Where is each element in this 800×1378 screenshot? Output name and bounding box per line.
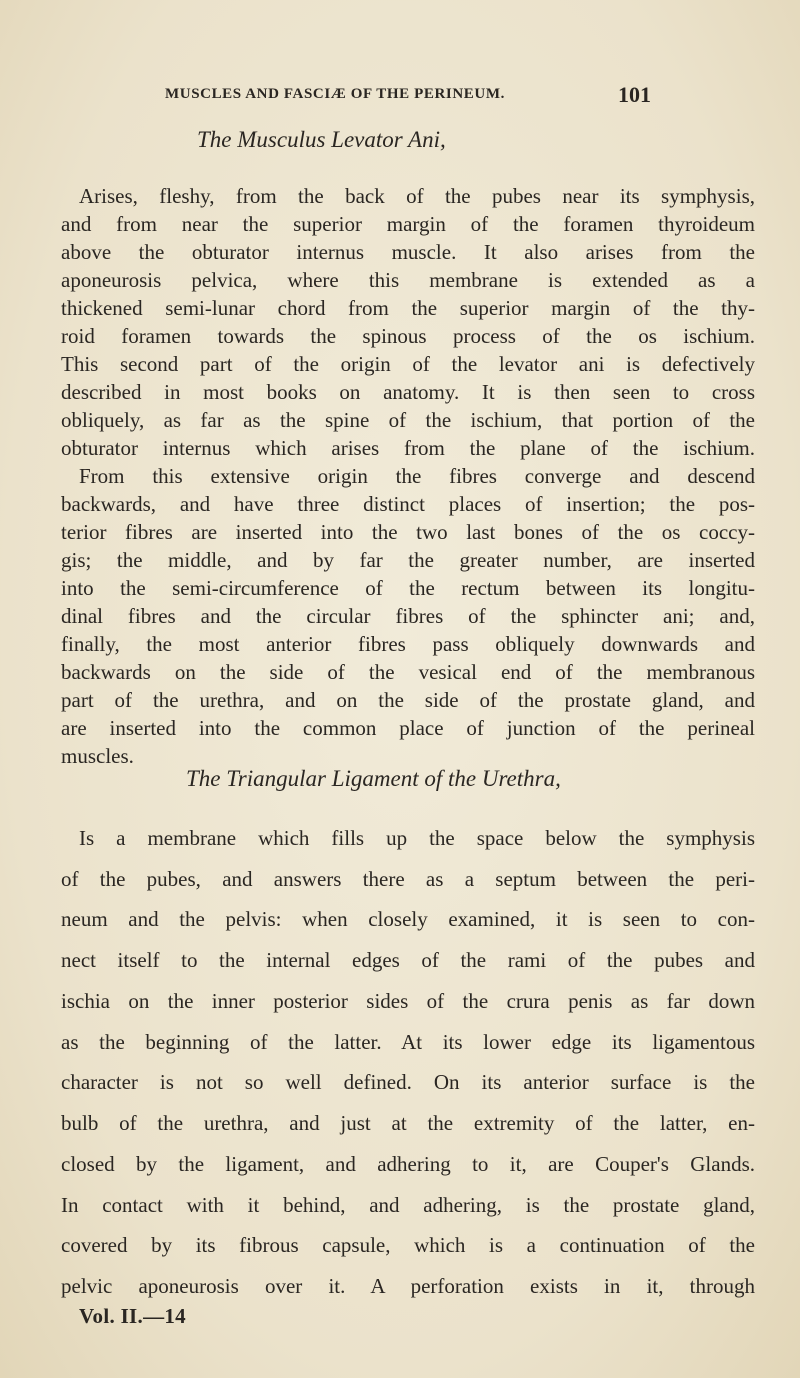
- paragraph-line: This second part of the origin of the levator ani is defectively: [61, 352, 755, 376]
- signature-mark: Vol. II.—14: [79, 1304, 186, 1328]
- paragraph-line: of the pubes, and answers there as a septum between the peri-: [61, 867, 755, 891]
- paragraph-line: Is a membrane which fills up the space below the symphysis: [79, 826, 755, 850]
- paragraph-line: roid foramen towards the spinous process of the os ischium.: [61, 324, 755, 348]
- paragraph-line: aponeurosis pelvica, where this membrane is extended as a: [61, 268, 755, 292]
- paragraph-line: part of the urethra, and on the side of the prostate gland, and: [61, 688, 755, 712]
- paragraph-line: obturator internus which arises from the plane of the ischium.: [61, 436, 755, 460]
- paragraph-line: finally, the most anterior fibres pass obliquely downwards and: [61, 632, 755, 656]
- paragraph-line: neum and the pelvis: when closely examined, it is seen to con-: [61, 907, 755, 931]
- paragraph-line: ischia on the inner posterior sides of the crura penis as far down: [61, 989, 755, 1013]
- paragraph-line: thickened semi-lunar chord from the superior margin of the thy-: [61, 296, 755, 320]
- paragraph-line: and from near the superior margin of the foramen thyroideum: [61, 212, 755, 236]
- paragraph-line: In contact with it behind, and adhering, is the prostate gland,: [61, 1193, 755, 1217]
- running-head: [0, 82, 800, 106]
- paragraph-line: dinal fibres and the circular fibres of the sphincter ani; and,: [61, 604, 755, 628]
- paragraph-line: into the semi-circumference of the rectum between its longitu-: [61, 576, 755, 600]
- paragraph-line: muscles.: [61, 744, 134, 768]
- paragraph-line: bulb of the urethra, and just at the extremity of the latter, en-: [61, 1111, 755, 1135]
- section-heading-levator-ani: The Musculus Levator Ani,: [197, 127, 446, 152]
- paragraph-line: covered by its fibrous capsule, which is a continuation of the: [61, 1233, 755, 1257]
- paragraph-line: backwards, and have three distinct places of insertion; the pos-: [61, 492, 755, 516]
- page-number: 101: [618, 82, 651, 107]
- paragraph-line: backwards on the side of the vesical end of the membranous: [61, 660, 755, 684]
- running-title: MUSCLES AND FASCIÆ OF THE PERINEUM.: [165, 86, 505, 102]
- paragraph-line: terior fibres are inserted into the two last bones of the os coccy-: [61, 520, 755, 544]
- section-heading-triangular-ligament: The Triangular Ligament of the Urethra,: [186, 766, 561, 791]
- paragraph-line: closed by the ligament, and adhering to it, are Couper's Glands.: [61, 1152, 755, 1176]
- paragraph-line: above the obturator internus muscle. It also arises from the: [61, 240, 755, 264]
- paragraph-line: obliquely, as far as the spine of the ischium, that portion of the: [61, 408, 755, 432]
- paragraph-line: gis; the middle, and by far the greater number, are inserted: [61, 548, 755, 572]
- paragraph-line: described in most books on anatomy. It is then seen to cross: [61, 380, 755, 404]
- paragraph-line: are inserted into the common place of junction of the perineal: [61, 716, 755, 740]
- paragraph-line: character is not so well defined. On its anterior surface is the: [61, 1070, 755, 1094]
- paragraph-line: Arises, fleshy, from the back of the pubes near its symphysis,: [79, 184, 755, 208]
- paragraph-line: as the beginning of the latter. At its lower edge its ligamentous: [61, 1030, 755, 1054]
- paragraph-line: pelvic aponeurosis over it. A perforation exists in it, through: [61, 1274, 755, 1298]
- paragraph-line: From this extensive origin the fibres converge and descend: [79, 464, 755, 488]
- paragraph-line: nect itself to the internal edges of the rami of the pubes and: [61, 948, 755, 972]
